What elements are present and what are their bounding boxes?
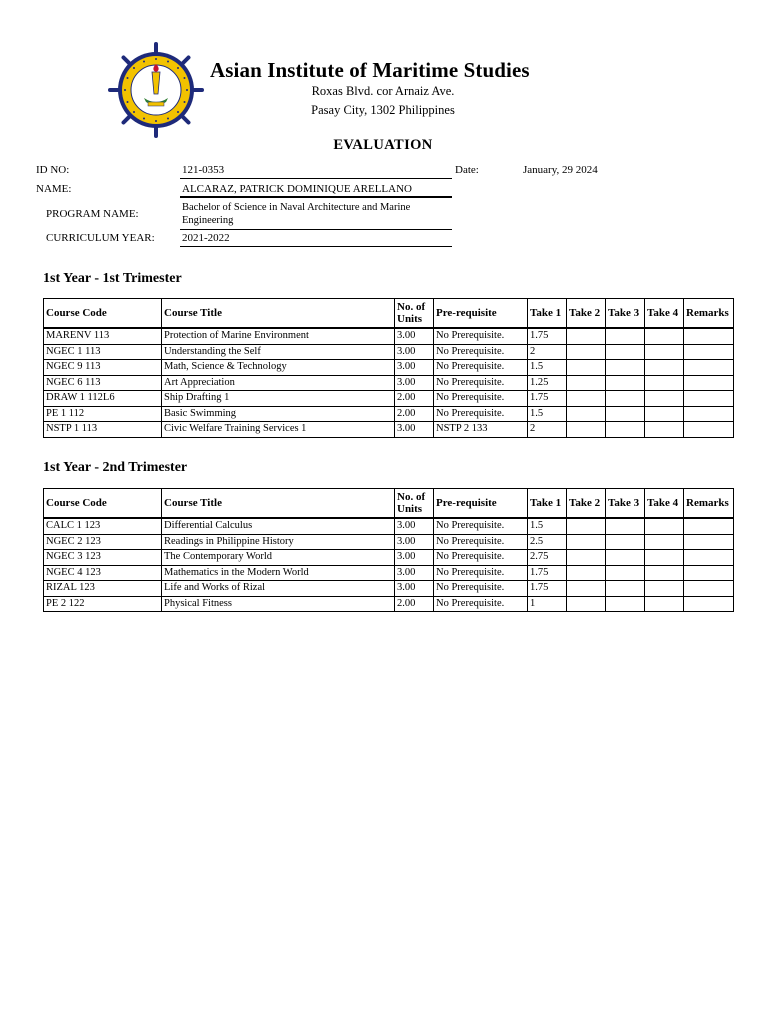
name-label: NAME: [36, 183, 72, 195]
course-table-body [44, 518, 734, 612]
take-4-cell [645, 596, 684, 612]
take-4-cell [645, 360, 684, 376]
units-cell: 2.00 [395, 391, 434, 407]
remarks-cell [684, 360, 734, 376]
remarks-cell [684, 550, 734, 566]
units-cell: 3.00 [395, 344, 434, 360]
table-row [44, 581, 734, 597]
id-label: ID NO: [36, 164, 70, 176]
take-3-cell [606, 565, 645, 581]
units-cell: 3.00 [395, 328, 434, 344]
remarks-cell [684, 518, 734, 534]
program-value-line-1: Bachelor of Science in Naval Architecture and Marine [182, 202, 411, 213]
course-code-cell: NGEC 2 123 [44, 534, 162, 550]
remarks-cell [684, 406, 734, 422]
take-1-cell: 1.75 [528, 581, 567, 597]
prerequisite-cell: No Prerequisite. [434, 391, 528, 407]
take-4-cell [645, 406, 684, 422]
take-2-cell [567, 406, 606, 422]
institution-seal-logo [108, 42, 204, 138]
take-3-cell [606, 581, 645, 597]
program-value [182, 202, 410, 227]
course-code-cell: NGEC 6 113 [44, 375, 162, 391]
prerequisite-cell: No Prerequisite. [434, 375, 528, 391]
table-row [44, 328, 734, 344]
prerequisite-cell: No Prerequisite. [434, 565, 528, 581]
remarks-cell [684, 534, 734, 550]
course-code-cell: NGEC 3 123 [44, 550, 162, 566]
course-code-cell: RIZAL 123 [44, 581, 162, 597]
prerequisite-cell: No Prerequisite. [434, 596, 528, 612]
take-2-cell [567, 375, 606, 391]
address-line-1: Roxas Blvd. cor Arnaiz Ave. [311, 84, 455, 98]
course-code-cell: NGEC 1 113 [44, 344, 162, 360]
take-2-cell [567, 596, 606, 612]
term-title: 1st Year - 1st Trimester [43, 271, 182, 286]
remarks-cell [684, 375, 734, 391]
table-row [44, 375, 734, 391]
course-code-cell: NGEC 4 123 [44, 565, 162, 581]
take-4-cell [645, 581, 684, 597]
course-title-cell: Protection of Marine Environment [162, 328, 395, 344]
table-row [44, 344, 734, 360]
take-2-cell [567, 422, 606, 438]
take-2-cell [567, 534, 606, 550]
course-code-cell: PE 1 112 [44, 406, 162, 422]
take-2-cell [567, 391, 606, 407]
col-take-4: Take 4 [645, 299, 684, 329]
table-row [44, 534, 734, 550]
course-table-body [44, 328, 734, 437]
course-title-cell: Physical Fitness [162, 596, 395, 612]
take-2-cell [567, 344, 606, 360]
take-4-cell [645, 565, 684, 581]
take-4-cell [645, 328, 684, 344]
course-title-cell: Understanding the Self [162, 344, 395, 360]
units-cell: 3.00 [395, 534, 434, 550]
remarks-cell [684, 581, 734, 597]
course-table [43, 298, 734, 438]
take-1-cell: 1.5 [528, 360, 567, 376]
take-3-cell [606, 422, 645, 438]
take-1-cell: 2.5 [528, 534, 567, 550]
course-title-cell: Life and Works of Rizal [162, 581, 395, 597]
take-1-cell: 1.75 [528, 565, 567, 581]
prerequisite-cell: No Prerequisite. [434, 581, 528, 597]
course-code-cell: NGEC 9 113 [44, 360, 162, 376]
take-2-cell [567, 550, 606, 566]
take-2-cell [567, 328, 606, 344]
course-title-cell: The Contemporary World [162, 550, 395, 566]
id-underline [180, 178, 452, 179]
prerequisite-cell: No Prerequisite. [434, 534, 528, 550]
prerequisite-cell: No Prerequisite. [434, 518, 528, 534]
units-cell: 3.00 [395, 375, 434, 391]
take-3-cell [606, 344, 645, 360]
col-take-1: Take 1 [528, 489, 567, 519]
col-units-line-1: No. of [397, 491, 426, 503]
course-code-cell: NSTP 1 113 [44, 422, 162, 438]
address-line-2: Pasay City, 1302 Philippines [311, 103, 455, 117]
take-2-cell [567, 518, 606, 534]
course-title-cell: Mathematics in the Modern World [162, 565, 395, 581]
table-row [44, 565, 734, 581]
institution-name: Asian Institute of Maritime Studies [210, 58, 530, 82]
units-cell: 3.00 [395, 565, 434, 581]
table-row [44, 391, 734, 407]
table-row [44, 596, 734, 612]
col-course-title: Course Title [162, 489, 395, 519]
units-cell: 2.00 [395, 596, 434, 612]
course-title-cell: Basic Swimming [162, 406, 395, 422]
col-take-3: Take 3 [606, 299, 645, 329]
curriculum-underline [180, 246, 452, 247]
prerequisite-cell: No Prerequisite. [434, 360, 528, 376]
course-title-cell: Readings in Philippine History [162, 534, 395, 550]
take-2-cell [567, 565, 606, 581]
take-4-cell [645, 534, 684, 550]
col-remarks: Remarks [684, 489, 734, 519]
take-1-cell: 2.75 [528, 550, 567, 566]
prerequisite-cell: No Prerequisite. [434, 344, 528, 360]
col-units-line-1: No. of [397, 301, 426, 313]
units-cell: 3.00 [395, 518, 434, 534]
take-3-cell [606, 596, 645, 612]
units-cell: 3.00 [395, 550, 434, 566]
prerequisite-cell: NSTP 2 133 [434, 422, 528, 438]
col-prerequisite: Pre-requisite [434, 489, 528, 519]
prerequisite-cell: No Prerequisite. [434, 406, 528, 422]
remarks-cell [684, 328, 734, 344]
col-take-3: Take 3 [606, 489, 645, 519]
program-underline [180, 229, 452, 230]
course-code-cell: CALC 1 123 [44, 518, 162, 534]
take-1-cell: 1.75 [528, 328, 567, 344]
prerequisite-cell: No Prerequisite. [434, 550, 528, 566]
col-take-1: Take 1 [528, 299, 567, 329]
col-units [395, 299, 434, 329]
take-1-cell: 2 [528, 422, 567, 438]
col-prerequisite: Pre-requisite [434, 299, 528, 329]
table-row [44, 422, 734, 438]
col-course-title: Course Title [162, 299, 395, 329]
col-course-code: Course Code [44, 489, 162, 519]
remarks-cell [684, 596, 734, 612]
col-units-line-2: Units [397, 503, 423, 515]
take-4-cell [645, 518, 684, 534]
remarks-cell [684, 344, 734, 360]
take-1-cell: 1.25 [528, 375, 567, 391]
course-code-cell: DRAW 1 112L6 [44, 391, 162, 407]
col-take-2: Take 2 [567, 489, 606, 519]
table-row [44, 518, 734, 534]
take-3-cell [606, 391, 645, 407]
name-underline [180, 196, 452, 198]
program-value-line-2: Engineering [182, 214, 234, 226]
table-row [44, 550, 734, 566]
take-2-cell [567, 581, 606, 597]
id-value: 121-0353 [182, 164, 225, 176]
course-code-cell: MARENV 113 [44, 328, 162, 344]
table-header-row [44, 299, 734, 329]
take-4-cell [645, 344, 684, 360]
date-label: Date: [455, 164, 479, 176]
program-label: PROGRAM NAME: [46, 208, 139, 220]
take-3-cell [606, 534, 645, 550]
col-units-line-2: Units [397, 313, 423, 325]
take-3-cell [606, 550, 645, 566]
course-title-cell: Math, Science & Technology [162, 360, 395, 376]
document-title: EVALUATION [333, 137, 433, 153]
take-1-cell: 1 [528, 596, 567, 612]
course-code-cell: PE 2 122 [44, 596, 162, 612]
units-cell: 2.00 [395, 406, 434, 422]
remarks-cell [684, 391, 734, 407]
course-title-cell: Differential Calculus [162, 518, 395, 534]
table-header-row [44, 489, 734, 519]
remarks-cell [684, 422, 734, 438]
take-1-cell: 1.5 [528, 406, 567, 422]
remarks-cell [684, 565, 734, 581]
term-title: 1st Year - 2nd Trimester [43, 460, 188, 475]
take-3-cell [606, 328, 645, 344]
take-3-cell [606, 406, 645, 422]
prerequisite-cell: No Prerequisite. [434, 328, 528, 344]
col-course-code: Course Code [44, 299, 162, 329]
take-3-cell [606, 360, 645, 376]
take-2-cell [567, 360, 606, 376]
table-row [44, 406, 734, 422]
col-units [395, 489, 434, 519]
curriculum-label: CURRICULUM YEAR: [46, 232, 155, 244]
take-1-cell: 1.75 [528, 391, 567, 407]
date-value: January, 29 2024 [523, 164, 598, 176]
course-table [43, 488, 734, 612]
take-4-cell [645, 375, 684, 391]
course-title-cell: Civic Welfare Training Services 1 [162, 422, 395, 438]
col-take-2: Take 2 [567, 299, 606, 329]
units-cell: 3.00 [395, 581, 434, 597]
table-row [44, 360, 734, 376]
col-remarks: Remarks [684, 299, 734, 329]
col-take-4: Take 4 [645, 489, 684, 519]
curriculum-value: 2021-2022 [182, 232, 230, 244]
take-4-cell [645, 391, 684, 407]
take-1-cell: 1.5 [528, 518, 567, 534]
take-4-cell [645, 422, 684, 438]
name-value: ALCARAZ, PATRICK DOMINIQUE ARELLANO [182, 183, 412, 195]
units-cell: 3.00 [395, 360, 434, 376]
course-title-cell: Art Appreciation [162, 375, 395, 391]
take-4-cell [645, 550, 684, 566]
course-title-cell: Ship Drafting 1 [162, 391, 395, 407]
take-1-cell: 2 [528, 344, 567, 360]
take-3-cell [606, 518, 645, 534]
take-3-cell [606, 375, 645, 391]
units-cell: 3.00 [395, 422, 434, 438]
